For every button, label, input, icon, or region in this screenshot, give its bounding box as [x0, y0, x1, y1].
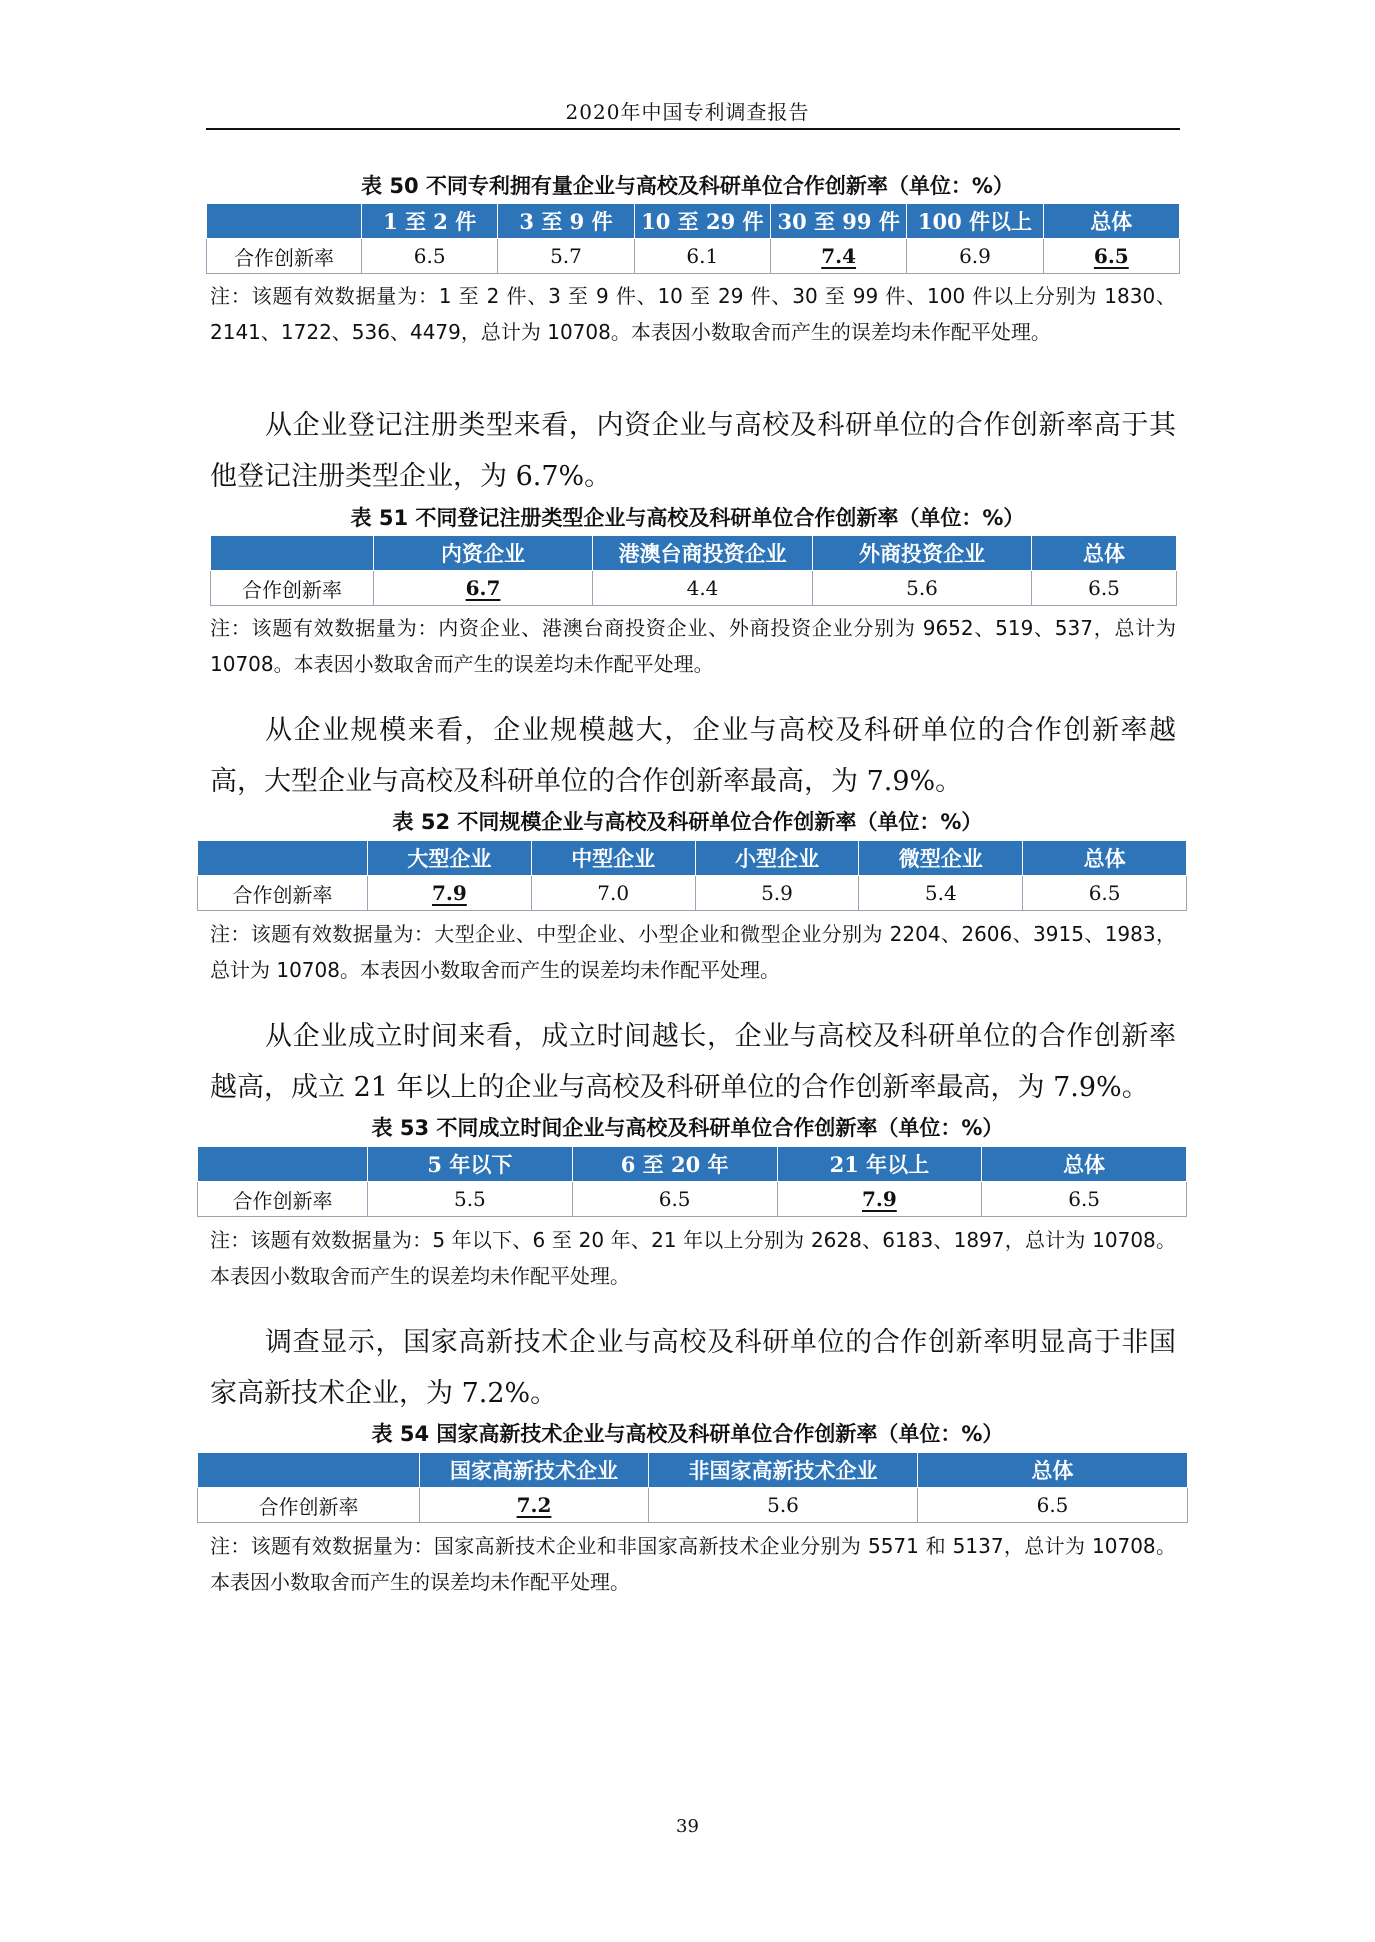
header-blank-cell: [198, 1147, 368, 1182]
column-header: 总体: [1043, 204, 1179, 239]
value-cell: 5.7: [498, 239, 634, 274]
value-cell: 6.5: [1023, 876, 1187, 911]
column-header: 100 件以上: [907, 204, 1043, 239]
value-cell: 5.5: [368, 1182, 573, 1217]
table-50: [206, 203, 1180, 274]
column-header: 内资企业: [374, 536, 593, 571]
header-blank-cell: [198, 841, 368, 876]
paragraph-1: 从企业登记注册类型来看，内资企业与高校及科研单位的合作创新率高于其他登记注册类型企业，为 6.7%。: [210, 410, 1176, 492]
value-cell-emphasized: 7.9: [777, 1182, 982, 1217]
column-header: 总体: [982, 1147, 1187, 1182]
paragraph-4: 调查显示，国家高新技术企业与高校及科研单位的合作创新率明显高于非国家高新技术企业，为 7.2%。: [210, 1327, 1176, 1409]
header-rule: [206, 128, 1180, 130]
page-number: 39: [676, 1816, 699, 1837]
column-header: 港澳台商投资企业: [593, 536, 813, 571]
table-row: [198, 1182, 1187, 1217]
column-header: 5 年以下: [368, 1147, 573, 1182]
table-53-note: 注：该题有效数据量为：5 年以下、6 至 20 年、21 年以上分别为 2628、6183、1897，总计为 10708。本表因小数取舍而产生的误差均未作配平处理。: [210, 1228, 1176, 1288]
header-blank-cell: [198, 1453, 420, 1488]
value-cell: 5.6: [649, 1488, 918, 1523]
row-label: 合作创新率: [211, 571, 374, 606]
column-header: 6 至 20 年: [572, 1147, 777, 1182]
column-header: 10 至 29 件: [634, 204, 770, 239]
value-cell: 6.5: [982, 1182, 1187, 1217]
value-cell: 6.9: [907, 239, 1043, 274]
value-cell: 5.4: [859, 876, 1023, 911]
column-header: 1 至 2 件: [362, 204, 498, 239]
header-blank-cell: [211, 536, 374, 571]
table-header-row: [198, 1147, 1187, 1182]
row-label: 合作创新率: [198, 876, 368, 911]
table-54-caption: 表 54 国家高新技术企业与高校及科研单位合作创新率（单位：%）: [371, 1422, 1004, 1446]
column-header: 非国家高新技术企业: [649, 1453, 918, 1488]
table-53-caption: 表 53 不同成立时间企业与高校及科研单位合作创新率（单位：%）: [371, 1116, 1004, 1140]
column-header: 30 至 99 件: [770, 204, 906, 239]
row-label: 合作创新率: [198, 1182, 368, 1217]
value-cell: 7.0: [531, 876, 695, 911]
table-header-row: [198, 841, 1187, 876]
table-50-note: 注：该题有效数据量为：1 至 2 件、3 至 9 件、10 至 29 件、30 至 99 件、100 件以上分别为 1830、2141、1722、536、4479，总计为 10708。本表因小数取舍而产生的误差均未作配平处理。: [210, 284, 1176, 344]
row-label: 合作创新率: [207, 239, 362, 274]
value-cell-emphasized: 6.7: [374, 571, 593, 606]
column-header: 总体: [1023, 841, 1187, 876]
value-cell-emphasized: 7.9: [368, 876, 532, 911]
value-cell: 5.6: [813, 571, 1032, 606]
column-header: 3 至 9 件: [498, 204, 634, 239]
column-header: 微型企业: [859, 841, 1023, 876]
table-52-caption: 表 52 不同规模企业与高校及科研单位合作创新率（单位：%）: [392, 810, 983, 834]
column-header: 总体: [918, 1453, 1188, 1488]
value-cell: 6.5: [918, 1488, 1188, 1523]
row-label: 合作创新率: [198, 1488, 420, 1523]
column-header: 中型企业: [531, 841, 695, 876]
value-cell: 5.9: [695, 876, 859, 911]
value-cell: 6.5: [1032, 571, 1177, 606]
table-51-note: 注：该题有效数据量为：内资企业、港澳台商投资企业、外商投资企业分别为 9652、519、537，总计为 10708。本表因小数取舍而产生的误差均未作配平处理。: [210, 616, 1176, 676]
table-53: [197, 1146, 1187, 1217]
table-51: [210, 535, 1177, 606]
paragraph-2: 从企业规模来看，企业规模越大，企业与高校及科研单位的合作创新率越高，大型企业与高校及科研单位的合作创新率最高，为 7.9%。: [210, 715, 1176, 797]
value-cell: 6.5: [362, 239, 498, 274]
column-header: 总体: [1032, 536, 1177, 571]
table-52: [197, 840, 1187, 911]
column-header: 小型企业: [695, 841, 859, 876]
table-header-row: [198, 1453, 1188, 1488]
running-header: 2020年中国专利调查报告: [565, 100, 810, 124]
table-row: [211, 571, 1177, 606]
table-header-row: [207, 204, 1180, 239]
column-header: 21 年以上: [777, 1147, 982, 1182]
value-cell: 4.4: [593, 571, 813, 606]
table-51-caption: 表 51 不同登记注册类型企业与高校及科研单位合作创新率（单位：%）: [350, 506, 1025, 530]
value-cell-emphasized: 7.2: [420, 1488, 649, 1523]
value-cell-emphasized: 7.4: [770, 239, 906, 274]
header-blank-cell: [207, 204, 362, 239]
table-54: [197, 1452, 1188, 1523]
table-header-row: [211, 536, 1177, 571]
table-row: [198, 1488, 1188, 1523]
table-50-caption: 表 50 不同专利拥有量企业与高校及科研单位合作创新率（单位：%）: [361, 174, 1014, 198]
column-header: 国家高新技术企业: [420, 1453, 649, 1488]
table-52-note: 注：该题有效数据量为：大型企业、中型企业、小型企业和微型企业分别为 2204、2606、3915、1983，总计为 10708。本表因小数取舍而产生的误差均未作配平处理。: [210, 922, 1176, 982]
table-54-note: 注：该题有效数据量为：国家高新技术企业和非国家高新技术企业分别为 5571 和 5137，总计为 10708。本表因小数取舍而产生的误差均未作配平处理。: [210, 1534, 1176, 1594]
column-header: 外商投资企业: [813, 536, 1032, 571]
paragraph-3: 从企业成立时间来看，成立时间越长，企业与高校及科研单位的合作创新率越高，成立 21 年以上的企业与高校及科研单位的合作创新率最高，为 7.9%。: [210, 1021, 1176, 1103]
table-row: [207, 239, 1180, 274]
value-cell: 6.5: [572, 1182, 777, 1217]
column-header: 大型企业: [368, 841, 532, 876]
value-cell-emphasized: 6.5: [1043, 239, 1179, 274]
table-row: [198, 876, 1187, 911]
value-cell: 6.1: [634, 239, 770, 274]
